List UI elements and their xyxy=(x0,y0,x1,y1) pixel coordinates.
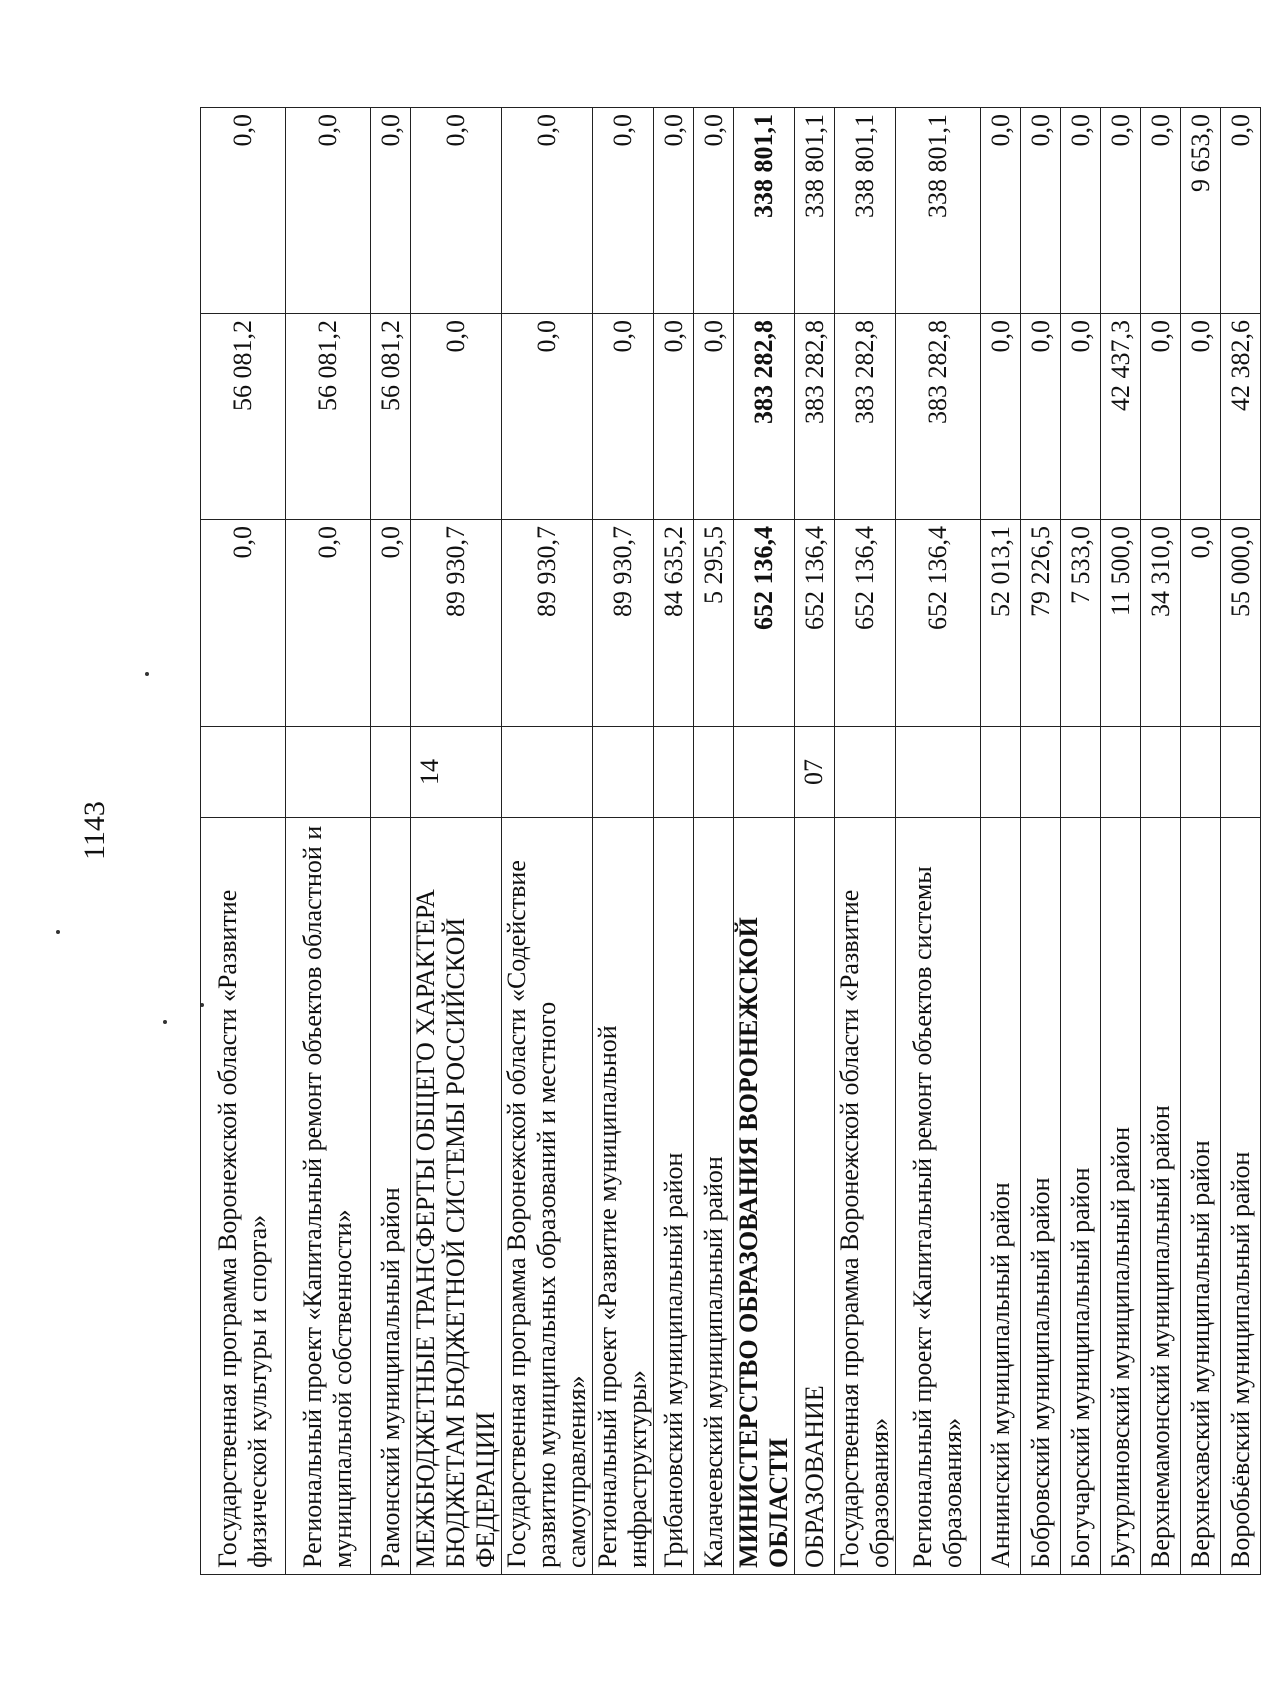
row-amount-1: 52 013,1 xyxy=(981,520,1021,727)
row-name: Грибановский муниципальный район xyxy=(654,818,694,1575)
row-amount-2: 0,0 xyxy=(694,314,734,520)
row-section-code xyxy=(593,727,654,818)
row-amount-3: 338 801,1 xyxy=(896,108,981,314)
row-amount-3: 0,0 xyxy=(502,108,593,314)
row-section-code xyxy=(1101,727,1141,818)
row-amount-2: 56 081,2 xyxy=(201,314,286,520)
table-row xyxy=(411,108,502,1575)
row-amount-1: 84 635,2 xyxy=(654,520,694,727)
row-amount-2: 0,0 xyxy=(593,314,654,520)
row-amount-2: 56 081,2 xyxy=(286,314,371,520)
table-row xyxy=(1061,108,1101,1575)
table-row xyxy=(896,108,981,1575)
row-amount-3: 0,0 xyxy=(1061,108,1101,314)
row-name: ОБРАЗОВАНИЕ xyxy=(795,818,835,1575)
row-amount-2: 0,0 xyxy=(1021,314,1061,520)
row-amount-3: 0,0 xyxy=(1221,108,1261,314)
row-amount-2: 0,0 xyxy=(1181,314,1221,520)
scan-speck xyxy=(56,930,60,934)
row-amount-3: 0,0 xyxy=(1021,108,1061,314)
row-name: Региональный проект «Развитие муниципальной инфраструктуры» xyxy=(593,818,654,1575)
row-section-code xyxy=(654,727,694,818)
row-name: Верхнемамонский муниципальный район xyxy=(1141,818,1181,1575)
table-row xyxy=(795,108,835,1575)
row-section-code xyxy=(896,727,981,818)
table-row xyxy=(981,108,1021,1575)
table-row xyxy=(593,108,654,1575)
table-row xyxy=(1101,108,1141,1575)
row-amount-1: 34 310,0 xyxy=(1141,520,1181,727)
table-row xyxy=(835,108,896,1575)
scan-speck xyxy=(163,1020,167,1024)
row-name: Калачеевский муниципальный район xyxy=(694,818,734,1575)
row-section-code xyxy=(1021,727,1061,818)
row-section-code xyxy=(835,727,896,818)
row-section-code xyxy=(371,727,411,818)
row-section-code: 07 xyxy=(795,727,835,818)
row-section-code xyxy=(694,727,734,818)
table-row xyxy=(694,108,734,1575)
row-section-code xyxy=(1061,727,1101,818)
row-name: Государственная программа Воронежской области «Содействие развитию муниципальных образований и местного самоуправления» xyxy=(502,818,593,1575)
row-name: Региональный проект «Капитальный ремонт объектов системы образования» xyxy=(896,818,981,1575)
row-section-code xyxy=(1221,727,1261,818)
row-amount-2: 42 437,3 xyxy=(1101,314,1141,520)
table-row xyxy=(286,108,371,1575)
row-amount-1: 0,0 xyxy=(1181,520,1221,727)
row-amount-3: 0,0 xyxy=(371,108,411,314)
row-amount-1: 89 930,7 xyxy=(593,520,654,727)
table-row xyxy=(371,108,411,1575)
row-amount-2: 0,0 xyxy=(1141,314,1181,520)
row-amount-1: 652 136,4 xyxy=(795,520,835,727)
row-amount-3: 338 801,1 xyxy=(835,108,896,314)
row-amount-2: 0,0 xyxy=(411,314,502,520)
row-name: Рамонский муниципальный район xyxy=(371,818,411,1575)
row-amount-3: 0,0 xyxy=(201,108,286,314)
page-number: 1143 xyxy=(78,801,111,860)
row-amount-3: 0,0 xyxy=(981,108,1021,314)
row-amount-3: 338 801,1 xyxy=(795,108,835,314)
row-amount-1: 0,0 xyxy=(286,520,371,727)
row-section-code xyxy=(1181,727,1221,818)
row-amount-1: 7 533,0 xyxy=(1061,520,1101,727)
row-amount-3: 0,0 xyxy=(1141,108,1181,314)
table-row xyxy=(502,108,593,1575)
row-amount-1: 55 000,0 xyxy=(1221,520,1261,727)
row-amount-1: 5 295,5 xyxy=(694,520,734,727)
row-amount-3: 0,0 xyxy=(593,108,654,314)
row-amount-2: 0,0 xyxy=(981,314,1021,520)
row-name: Верхнехавский муниципальный район xyxy=(1181,818,1221,1575)
budget-table-rotated xyxy=(200,108,1255,1575)
row-section-code xyxy=(1141,727,1181,818)
table-row xyxy=(1221,108,1261,1575)
row-name: Воробьёвский муниципальный район xyxy=(1221,818,1261,1575)
row-section-code xyxy=(734,727,795,818)
table-row xyxy=(1021,108,1061,1575)
row-amount-1: 89 930,7 xyxy=(411,520,502,727)
row-name: Аннинский муниципальный район xyxy=(981,818,1021,1575)
row-amount-2: 0,0 xyxy=(654,314,694,520)
row-name: Региональный проект «Капитальный ремонт объектов областной и муниципальной собственности» xyxy=(286,818,371,1575)
row-amount-1: 0,0 xyxy=(201,520,286,727)
row-amount-2: 383 282,8 xyxy=(734,314,795,520)
table-row xyxy=(1141,108,1181,1575)
row-amount-2: 383 282,8 xyxy=(896,314,981,520)
row-section-code xyxy=(981,727,1021,818)
row-amount-3: 0,0 xyxy=(694,108,734,314)
table-body xyxy=(201,108,1261,1575)
row-amount-2: 0,0 xyxy=(502,314,593,520)
row-amount-1: 652 136,4 xyxy=(835,520,896,727)
row-name: МИНИСТЕРСТВО ОБРАЗОВАНИЯ ВОРОНЕЖСКОЙ ОБЛАСТИ xyxy=(734,818,795,1575)
row-amount-3: 0,0 xyxy=(1101,108,1141,314)
row-name: Государственная программа Воронежской области «Развитие физической культуры и спорта» xyxy=(201,818,286,1575)
row-amount-1: 89 930,7 xyxy=(502,520,593,727)
table-row xyxy=(1181,108,1221,1575)
row-name: Государственная программа Воронежской области «Развитие образования» xyxy=(835,818,896,1575)
row-section-code xyxy=(502,727,593,818)
row-amount-2: 42 382,6 xyxy=(1221,314,1261,520)
row-amount-3: 0,0 xyxy=(286,108,371,314)
row-section-code: 14 xyxy=(411,727,502,818)
table-row xyxy=(734,108,795,1575)
row-amount-3: 0,0 xyxy=(654,108,694,314)
table-row xyxy=(201,108,286,1575)
budget-table xyxy=(200,107,1261,1575)
row-amount-2: 56 081,2 xyxy=(371,314,411,520)
row-amount-1: 0,0 xyxy=(371,520,411,727)
row-amount-1: 652 136,4 xyxy=(734,520,795,727)
row-section-code xyxy=(201,727,286,818)
row-amount-2: 0,0 xyxy=(1061,314,1101,520)
row-name: Бобровский муниципальный район xyxy=(1021,818,1061,1575)
row-name: Богучарский муниципальный район xyxy=(1061,818,1101,1575)
row-section-code xyxy=(286,727,371,818)
row-amount-1: 79 226,5 xyxy=(1021,520,1061,727)
row-amount-2: 383 282,8 xyxy=(795,314,835,520)
row-amount-2: 383 282,8 xyxy=(835,314,896,520)
scan-speck xyxy=(145,672,149,676)
row-name: Бутурлиновский муниципальный район xyxy=(1101,818,1141,1575)
row-amount-1: 652 136,4 xyxy=(896,520,981,727)
row-amount-3: 9 653,0 xyxy=(1181,108,1221,314)
row-amount-3: 0,0 xyxy=(411,108,502,314)
row-amount-3: 338 801,1 xyxy=(734,108,795,314)
row-name: МЕЖБЮДЖЕТНЫЕ ТРАНСФЕРТЫ ОБЩЕГО ХАРАКТЕРА БЮДЖЕТАМ БЮДЖЕТНОЙ СИСТЕМЫ РОССИЙСКОЙ ФЕДЕРАЦИИ xyxy=(411,818,502,1575)
table-row xyxy=(654,108,694,1575)
row-amount-1: 11 500,0 xyxy=(1101,520,1141,727)
